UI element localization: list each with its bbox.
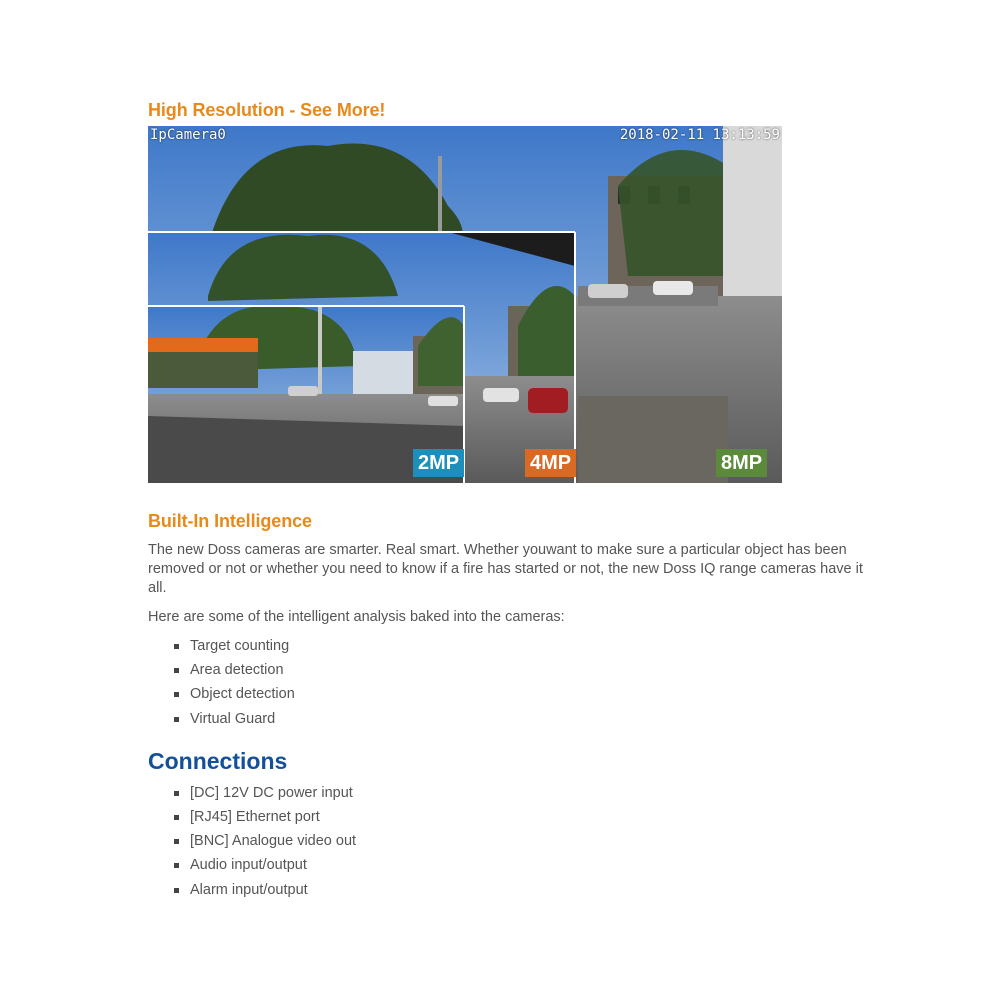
list-item: Alarm input/output [148, 878, 868, 902]
list-item: Virtual Guard [148, 707, 868, 731]
content-column [148, 98, 868, 902]
intelligence-heading: Built-In Intelligence [148, 511, 312, 531]
list-item: [DC] 12V DC power input [148, 781, 868, 805]
list-item: Object detection [148, 682, 868, 706]
list-item: [BNC] Analogue video out [148, 829, 868, 853]
list-item: Area detection [148, 658, 868, 682]
connections-heading: Connections [148, 747, 288, 774]
connections-list [148, 781, 868, 902]
resolution-heading: High Resolution - See More! [148, 100, 386, 120]
intelligence-intro: Here are some of the intelligent analysis baked into the cameras: [148, 609, 565, 625]
badge-4mp: 4MP [525, 449, 576, 477]
camera-comparison-image [148, 126, 782, 483]
list-item: [RJ45] Ethernet port [148, 805, 868, 829]
list-item: Audio input/output [148, 853, 868, 877]
camera-name-overlay: IpCamera0 [150, 127, 226, 143]
list-item: Target counting [148, 634, 868, 658]
street-scene-illustration [148, 126, 782, 483]
badge-8mp: 8MP [716, 449, 767, 477]
intelligence-list [148, 634, 868, 731]
badge-2mp: 2MP [413, 449, 464, 477]
timestamp-overlay: 2018-02-11 13:13:59 [619, 127, 780, 143]
intelligence-paragraph: The new Doss cameras are smarter. Real smart. Whether youwant to make sure a particular object has been removed or not or whether you need to know if a fire has started or not, the new Doss IQ range cameras have it all. [148, 542, 863, 596]
